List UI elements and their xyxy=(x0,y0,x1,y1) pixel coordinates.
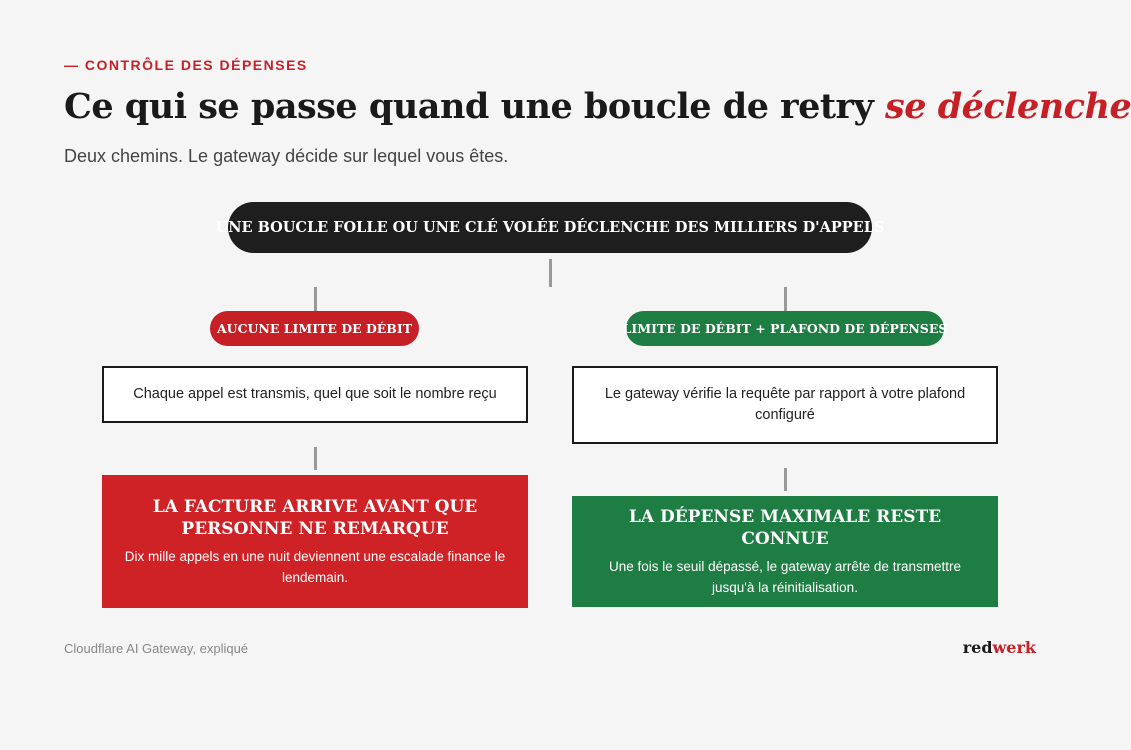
right-result-card xyxy=(572,496,998,607)
connector-line-right-1 xyxy=(784,287,787,311)
logo-part-werk: werk xyxy=(992,638,1036,657)
connector-line-left-2 xyxy=(314,447,317,470)
left-step-box: Chaque appel est transmis, quel que soit le nombre reçu xyxy=(102,366,528,423)
no-rate-limit-pill: AUCUNE LIMITE DE DÉBIT xyxy=(210,311,419,346)
trigger-pill: UNE BOUCLE FOLLE OU UNE CLÉ VOLÉE DÉCLENCHE DES MILLIERS D'APPELS xyxy=(228,202,872,253)
title-accent: se déclenche xyxy=(885,86,1131,127)
left-result-card xyxy=(102,475,528,608)
brand-logo xyxy=(963,638,1036,657)
page-subtitle: Deux chemins. Le gateway décide sur lequel vous êtes. xyxy=(64,146,509,166)
connector-line-right-2 xyxy=(784,468,787,491)
rate-limit-pill: LIMITE DE DÉBIT + PLAFOND DE DÉPENSES xyxy=(626,311,944,346)
left-result-description: Dix mille appels en une nuit deviennent une escalade finance le lendemain. xyxy=(124,548,506,585)
connector-line-left-1 xyxy=(314,287,317,311)
title-main: Ce qui se passe quand une boucle de retry xyxy=(64,86,886,127)
logo-part-red: red xyxy=(962,638,993,657)
footer-caption: Cloudflare AI Gateway, expliqué xyxy=(64,641,249,656)
right-result-title: LA DÉPENSE MAXIMALE RESTE CONNUE xyxy=(628,506,942,549)
page-title xyxy=(64,86,1131,127)
right-result-description: Une fois le seuil dépassé, le gateway arrête de transmettre jusqu'à la réinitialisation. xyxy=(609,558,961,595)
connector-line-top xyxy=(549,259,552,287)
right-step-box: Le gateway vérifie la requête par rapport à votre plafond configuré xyxy=(572,366,998,444)
eyebrow-label: — CONTRÔLE DES DÉPENSES xyxy=(64,57,308,73)
left-result-title: LA FACTURE ARRIVE AVANT QUE PERSONNE NE REMARQUE xyxy=(152,496,478,539)
